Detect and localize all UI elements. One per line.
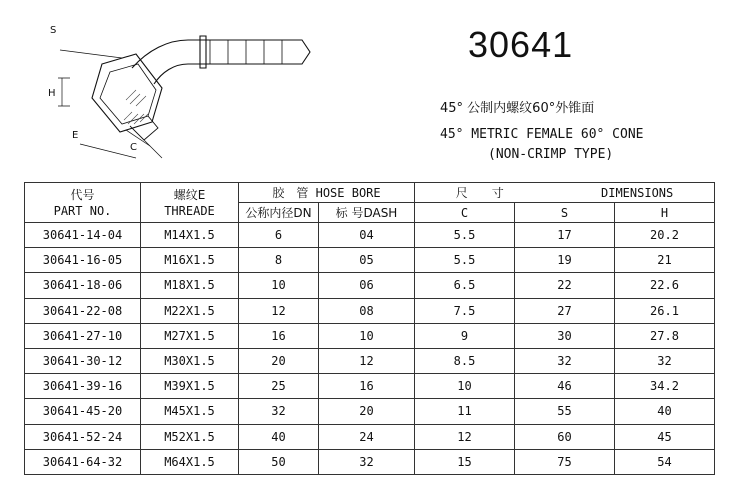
header-thread-cn: 螺纹E: [173, 187, 206, 202]
cell-part: 30641-22-08: [25, 298, 141, 323]
cell-dn: 20: [239, 348, 319, 373]
table-row: [25, 223, 715, 248]
header-dash: 标 号DASH: [319, 203, 415, 223]
cell-part: 30641-52-24: [25, 424, 141, 449]
header-hose-cn: 胶 管: [272, 185, 309, 200]
header-hose-bore: [239, 183, 415, 203]
cell-c: 10: [415, 374, 515, 399]
label-h: H: [48, 88, 56, 99]
cell-dash: 24: [319, 424, 415, 449]
table-row: [25, 298, 715, 323]
description-en: 45° METRIC FEMALE 60° CONE: [440, 127, 644, 142]
cell-dn: 8: [239, 248, 319, 273]
description-cn: 45° 公制内螺纹60°外锥面: [440, 101, 595, 116]
cell-s: 60: [515, 424, 615, 449]
cell-thread: M18X1.5: [141, 273, 239, 298]
cell-dash: 10: [319, 323, 415, 348]
cell-s: 55: [515, 399, 615, 424]
cell-part: 30641-45-20: [25, 399, 141, 424]
label-e: E: [72, 130, 79, 141]
cell-thread: M64X1.5: [141, 449, 239, 474]
cell-s: 30: [515, 323, 615, 348]
table-row: [25, 424, 715, 449]
header-dim-en: DIMENSIONS: [601, 185, 674, 200]
header-thread-en: THREADE: [164, 203, 215, 218]
cell-part: 30641-14-04: [25, 223, 141, 248]
cell-c: 15: [415, 449, 515, 474]
cell-c: 5.5: [415, 223, 515, 248]
cell-dn: 40: [239, 424, 319, 449]
cell-h: 27.8: [615, 323, 715, 348]
table-row: [25, 449, 715, 474]
header-dim-cn: 尺 寸: [455, 185, 504, 200]
cell-c: 8.5: [415, 348, 515, 373]
cell-h: 26.1: [615, 298, 715, 323]
header-thread: [141, 183, 239, 223]
cell-dash: 06: [319, 273, 415, 298]
cell-part: 30641-39-16: [25, 374, 141, 399]
table-row: [25, 323, 715, 348]
cell-dn: 16: [239, 323, 319, 348]
label-c: C: [130, 142, 137, 153]
cell-thread: M39X1.5: [141, 374, 239, 399]
cell-dash: 04: [319, 223, 415, 248]
cell-h: 21: [615, 248, 715, 273]
cell-s: 27: [515, 298, 615, 323]
header-h: H: [615, 203, 715, 223]
cell-h: 22.6: [615, 273, 715, 298]
cell-dash: 05: [319, 248, 415, 273]
cell-thread: M30X1.5: [141, 348, 239, 373]
cell-dn: 32: [239, 399, 319, 424]
header-part-cn: 代号: [70, 187, 95, 202]
cell-c: 7.5: [415, 298, 515, 323]
description-en-type: (NON-CRIMP TYPE): [488, 147, 614, 162]
cell-s: 32: [515, 348, 615, 373]
spec-table: [24, 182, 715, 475]
cell-dn: 25: [239, 374, 319, 399]
cell-thread: M45X1.5: [141, 399, 239, 424]
cell-thread: M52X1.5: [141, 424, 239, 449]
cell-part: 30641-64-32: [25, 449, 141, 474]
cell-part: 30641-16-05: [25, 248, 141, 273]
cell-thread: M16X1.5: [141, 248, 239, 273]
header-c: C: [415, 203, 515, 223]
cell-s: 19: [515, 248, 615, 273]
cell-h: 45: [615, 424, 715, 449]
cell-thread: M27X1.5: [141, 323, 239, 348]
header-s: S: [515, 203, 615, 223]
cell-s: 46: [515, 374, 615, 399]
cell-s: 22: [515, 273, 615, 298]
cell-dn: 50: [239, 449, 319, 474]
cell-c: 11: [415, 399, 515, 424]
part-number-title: 30641: [468, 24, 574, 65]
cell-dash: 08: [319, 298, 415, 323]
cell-c: 12: [415, 424, 515, 449]
cell-thread: M14X1.5: [141, 223, 239, 248]
cell-thread: M22X1.5: [141, 298, 239, 323]
cell-dash: 32: [319, 449, 415, 474]
label-s: S: [50, 25, 57, 36]
cell-h: 54: [615, 449, 715, 474]
header-dimensions: [415, 183, 715, 203]
cell-part: 30641-18-06: [25, 273, 141, 298]
header-part-no: [25, 183, 141, 223]
table-row: [25, 248, 715, 273]
cell-dash: 12: [319, 348, 415, 373]
table-row: [25, 348, 715, 373]
cell-h: 20.2: [615, 223, 715, 248]
cell-dn: 10: [239, 273, 319, 298]
cell-part: 30641-27-10: [25, 323, 141, 348]
cell-dash: 20: [319, 399, 415, 424]
header-dn: 公称内径DN: [239, 203, 319, 223]
cell-c: 6.5: [415, 273, 515, 298]
spec-table-body: [25, 223, 715, 475]
cell-s: 75: [515, 449, 615, 474]
cell-h: 40: [615, 399, 715, 424]
cell-part: 30641-30-12: [25, 348, 141, 373]
header-part-en: PART NO.: [53, 203, 112, 218]
cell-c: 5.5: [415, 248, 515, 273]
cell-s: 17: [515, 223, 615, 248]
header-hose-en: HOSE BORE: [315, 185, 381, 200]
table-row: [25, 374, 715, 399]
cell-dn: 12: [239, 298, 319, 323]
table-row: [25, 273, 715, 298]
cell-h: 32: [615, 348, 715, 373]
cell-dn: 6: [239, 223, 319, 248]
cell-dash: 16: [319, 374, 415, 399]
cell-c: 9: [415, 323, 515, 348]
table-row: [25, 399, 715, 424]
fitting-drawing: [40, 18, 320, 168]
cell-h: 34.2: [615, 374, 715, 399]
